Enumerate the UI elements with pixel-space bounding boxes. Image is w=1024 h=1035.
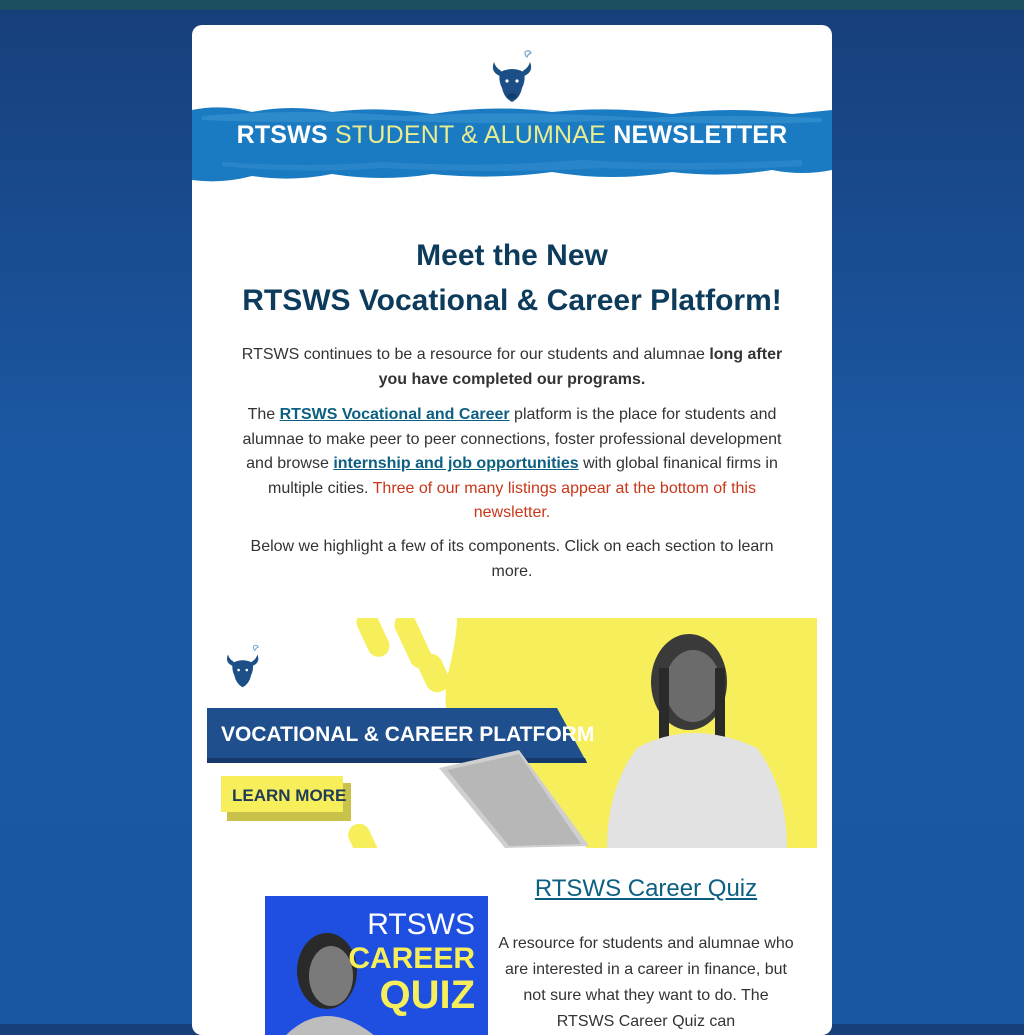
main-headline xyxy=(192,233,832,323)
intro-p2-text-b: platform is the place for students and alumnae to make peer to peer connections, foster professional development and browse xyxy=(242,406,782,472)
intro-p1-bold: long after you have completed our programs. xyxy=(378,346,783,388)
internship-jobs-link[interactable]: internship and job opportunities xyxy=(333,455,579,472)
brand-student-alumnae: STUDENT & ALUMNAE xyxy=(335,121,607,149)
thumb-line-rtsws: RTSWS xyxy=(367,908,475,941)
hero-title: VOCATIONAL & CAREER PLATFORM xyxy=(221,723,595,746)
intro-p1-text: RTSWS continues to be a resource for our students and alumnae xyxy=(241,346,710,363)
intro-p2-text-c: with global finanical firms in multiple cities. xyxy=(268,455,778,497)
thumb-line-quiz: QUIZ xyxy=(379,973,475,1017)
listings-note: Three of our many listings appear at the bottom of this newsletter. xyxy=(372,479,756,521)
intro-paragraph-3: Below we highlight a few of its components. Click on each section to learn more. xyxy=(250,538,774,580)
career-quiz-description: A resource for students and alumnae who are interested in a career in finance, but not sure what they want to do. The RTSWS Career Quiz can xyxy=(498,935,794,1030)
vocational-career-platform-banner[interactable] xyxy=(207,618,817,848)
intro-p2-text-a: The xyxy=(247,406,280,423)
brand-newsletter: NEWSLETTER xyxy=(613,121,788,149)
intro-paragraph-2 xyxy=(240,403,784,526)
learn-more-label: LEARN MORE xyxy=(232,786,347,805)
bull-logo-icon xyxy=(488,48,536,106)
career-quiz-link[interactable]: RTSWS Career Quiz xyxy=(534,875,758,902)
intro-paragraph-1 xyxy=(240,343,784,392)
brand-rtsws: RTSWS xyxy=(236,121,328,149)
headline-line1: Meet the New xyxy=(416,239,608,272)
headline-line2: RTSWS Vocational & Career Platform! xyxy=(242,284,782,317)
thumb-line-career: CAREER xyxy=(348,942,475,975)
newsletter-title xyxy=(192,121,832,150)
career-quiz-thumbnail[interactable] xyxy=(265,896,488,1035)
top-strip xyxy=(0,0,1024,10)
newsletter-card xyxy=(192,25,832,1035)
vocational-career-link[interactable]: RTSWS Vocational and Career xyxy=(279,406,510,423)
